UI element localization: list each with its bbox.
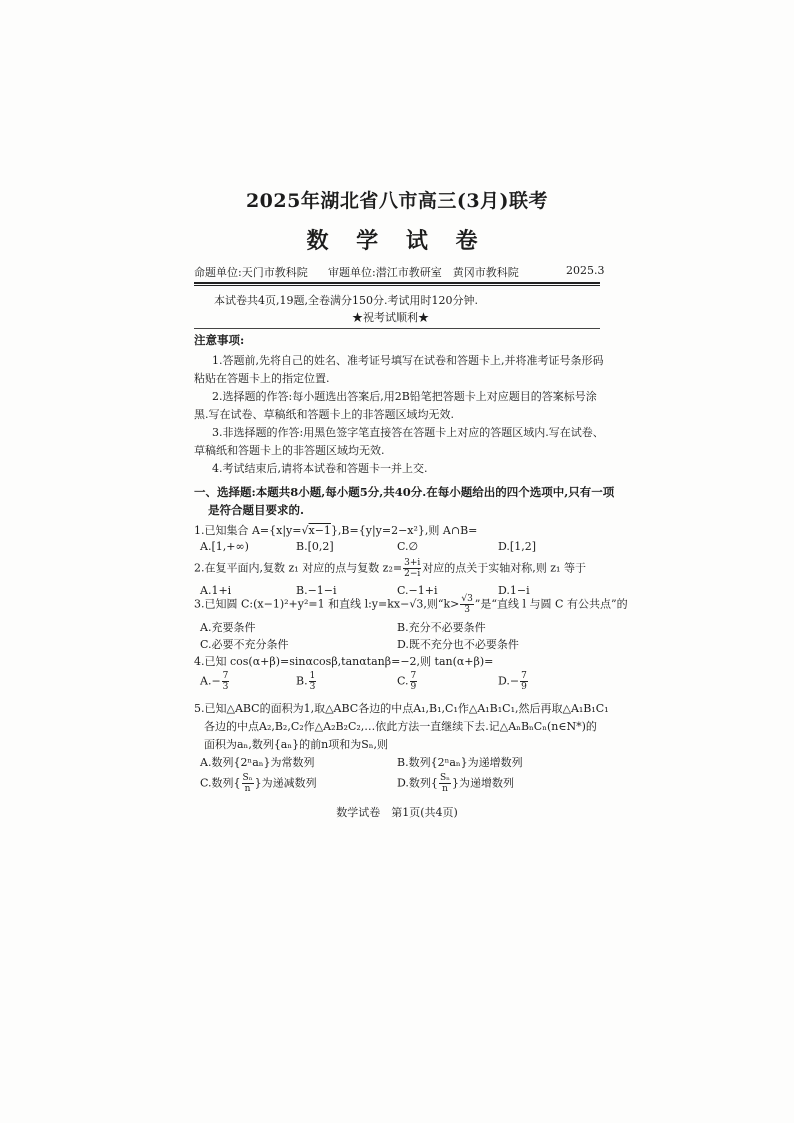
question-3-option-c: C.必要不充分条件 (200, 638, 289, 651)
question-5-option-b: B.数列{2ⁿaₙ}为递增数列 (397, 756, 523, 769)
question-1-option-a: A.[1,+∞) (200, 540, 249, 553)
question-3-option-b: B.充分不必要条件 (397, 621, 486, 634)
setter-unit: 命题单位:天门市教科院 (194, 266, 308, 279)
reviewer-unit: 审题单位:潜江市教研室 黄冈市教科院 (328, 266, 519, 279)
note-line: 粘贴在答题卡上的指定位置. (194, 372, 330, 385)
question-3-stem: 3.已知圆 C:(x−1)²+y²=1 和直线 l:y=kx−√3,则“k> $\frac{√3}{3}$ ”是“直线 l 与圆 C 有公共点”的 (194, 594, 628, 615)
page-footer: 数学试卷 第1页(共4页) (336, 806, 458, 819)
question-2-option-c: C.−1+i (397, 584, 438, 597)
question-1-option-b: B.[0,2] (296, 540, 334, 553)
section-heading: 是符合题目要求的. (208, 503, 305, 517)
question-4-option-b: B. $\frac{1}{3}$ (296, 671, 316, 692)
note-line: 3.非选择题的作答:用黑色签字笔直接答在答题卡上对应的答题区域内.写在试卷、 (212, 426, 604, 439)
question-1-option-d: D.[1,2] (498, 540, 537, 553)
note-line: 黑.写在试卷、草稿纸和答题卡上的非答题区域均无效. (194, 408, 454, 421)
question-1-option-c: C.∅ (397, 540, 419, 553)
section-heading: 一、选择题:本题共8小题,每小题5分,共40分.在每小题给出的四个选项中,只有一项 (194, 485, 615, 499)
exam-subject: 数 学 试 卷 (306, 228, 488, 254)
question-4-option-c: C. $\frac{7}{9}$ (397, 671, 417, 692)
header-rule-thick (194, 282, 600, 284)
fraction: $\frac{√3}{3}$ (461, 594, 473, 615)
question-3-option-d: D.既不充分也不必要条件 (397, 638, 519, 651)
note-line: 2.选择题的作答:每小题选出答案后,用2B铅笔把答题卡上对应题目的答案标号涂 (212, 390, 597, 403)
question-2-stem: 2.在复平面内,复数 z₁ 对应的点与复数 z₂= $\frac{3+i}{2-i}$ 对应的点关于实轴对称,则 z₁ 等于 (194, 558, 586, 579)
question-4-option-a: A.− $\frac{7}{3}$ (200, 671, 229, 692)
question-5-option-a: A.数列{2ⁿaₙ}为常数列 (200, 756, 315, 769)
question-2-option-b: B.−1−i (296, 584, 337, 597)
exam-wish: ★祝考试顺利★ (352, 311, 429, 324)
question-4-stem: 4.已知 cos(α+β)=sinαcosβ,tanαtanβ=−2,则 tan(α+β)= (194, 655, 494, 668)
note-line: 1.答题前,先将自己的姓名、准考证号填写在试卷和答题卡上,并将准考证号条形码 (212, 354, 604, 367)
question-5-option-d: D.数列{ $\frac{\text{Sₙ}}{n}$ }为递增数列 (397, 773, 514, 794)
question-5-option-c: C.数列{ $\frac{\text{Sₙ}}{n}$ }为递减数列 (200, 773, 317, 794)
exam-date: 2025.3 (566, 264, 605, 277)
question-2-option-a: A.1+i (200, 584, 232, 597)
question-4-option-d: D.− $\frac{7}{9}$ (498, 671, 527, 692)
fraction: $\frac{3+i}{2-i}$ (404, 558, 421, 579)
question-5-stem: 5.已知△ABC的面积为1,取△ABC各边的中点A₁,B₁,C₁作△A₁B₁C₁,然后再取△A₁B₁C₁ (194, 702, 609, 715)
notes-heading: 注意事项: (194, 333, 245, 347)
question-2-option-d: D.1−i (498, 584, 530, 597)
note-line: 4.考试结束后,请将本试卷和答题卡一并上交. (212, 462, 428, 475)
exam-title: 2025年湖北省八市高三(3月)联考 (245, 190, 549, 212)
summary-rule (194, 328, 600, 329)
question-3-option-a: A.充要条件 (200, 621, 256, 634)
question-5-stem: 各边的中点A₂,B₂,C₂作△A₂B₂C₂,…依此方法一直继续下去.记△AₙBₙCₙ(n∈N*)的 (204, 720, 597, 733)
header-rule-thin (194, 285, 600, 286)
note-line: 草稿纸和答题卡上的非答题区域均无效. (194, 444, 385, 457)
exam-summary: 本试卷共4页,19题,全卷满分150分.考试用时120分钟. (214, 294, 478, 307)
question-5-stem: 面积为aₙ,数列{aₙ}的前n项和为Sₙ,则 (204, 738, 389, 751)
question-1-stem: 1.已知集合 A={x|y=√x−1},B={y|y=2−x²},则 A∩B= (194, 524, 478, 537)
